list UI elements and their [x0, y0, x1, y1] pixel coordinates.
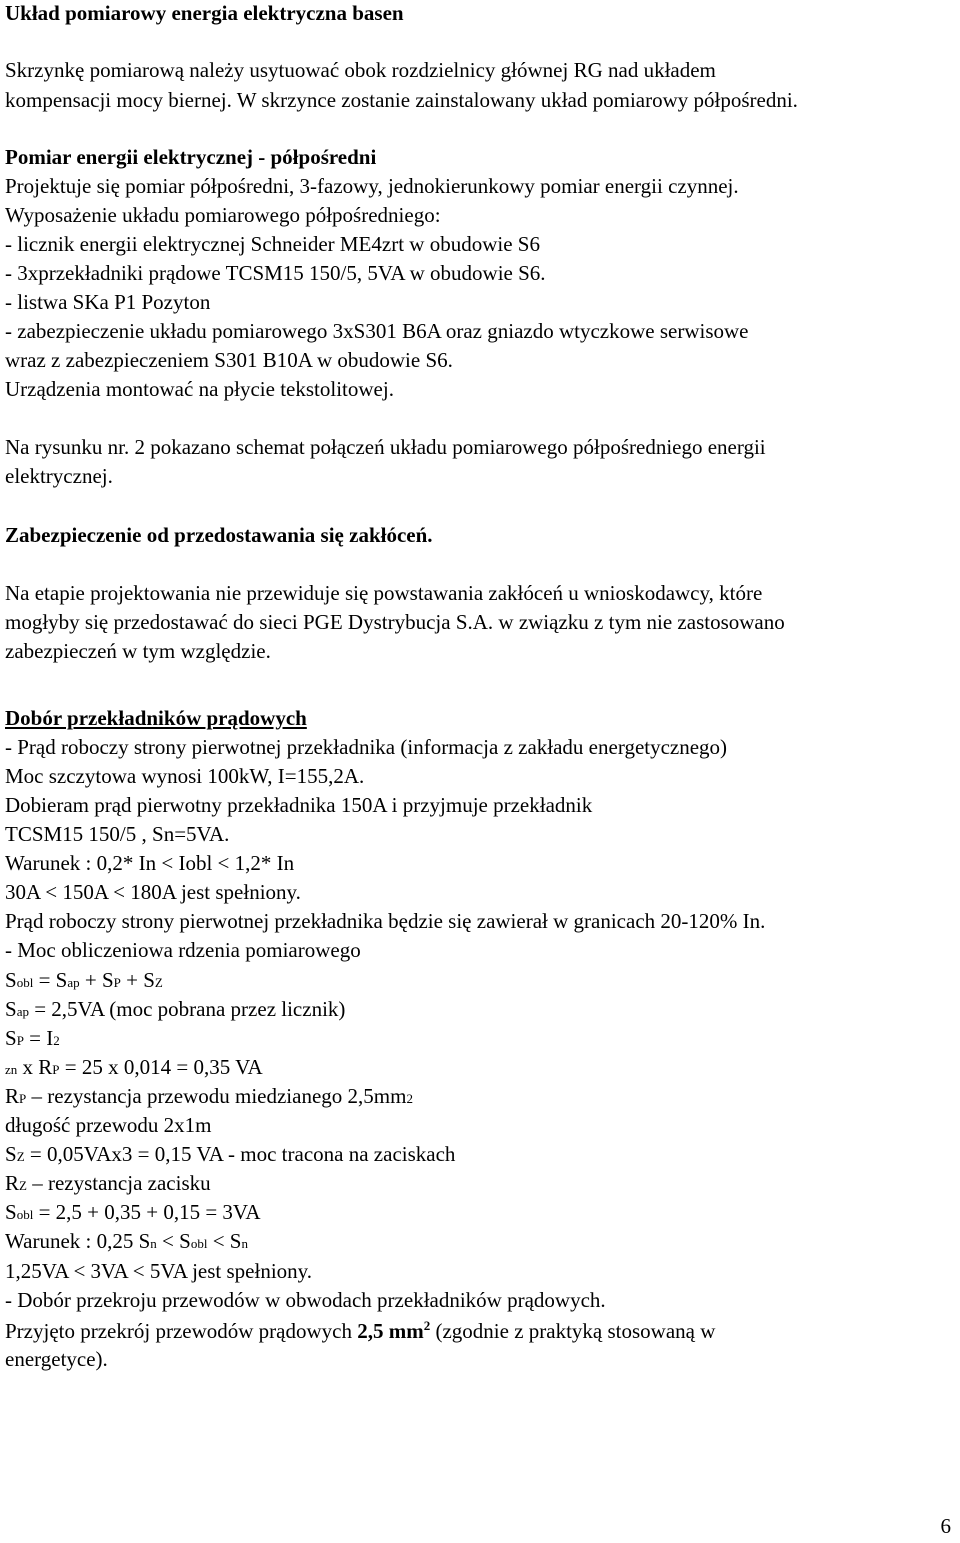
intro-line-1: Skrzynkę pomiarową należy usytuować obok rozdzielnicy głównej RG nad układem [5, 58, 716, 82]
figure-note-line-2: elektrycznej. [5, 464, 113, 488]
text-line: Na etapie projektowania nie przewiduje się powstawania zakłóceń u wnioskodawcy, które [5, 581, 763, 605]
section-heading-metering: Pomiar energii elektrycznej - półpośredni [5, 145, 377, 169]
formula-line: Warunek : 0,25 Sn < Sobl < Sn [5, 1229, 248, 1253]
text-line: Warunek : 0,2* In < Iobl < 1,2* In [5, 851, 295, 875]
list-item: - licznik energii elektrycznej Schneider ME4zrt w obudowie S6 [5, 232, 540, 256]
text-line: zabezpieczeń w tym względzie. [5, 639, 271, 663]
text-line: Moc szczytowa wynosi 100kW, I=155,2A. [5, 764, 365, 788]
list-item: - 3xprzekładniki prądowe TCSM15 150/5, 5VA w obudowie S6. [5, 261, 546, 285]
figure-note-line-1: Na rysunku nr. 2 pokazano schemat połączeń układu pomiarowego półpośredniego energii [5, 435, 766, 459]
page-number: 6 [940, 1514, 951, 1538]
formula-line: Sap = 2,5VA (moc pobrana przez licznik) [5, 997, 346, 1021]
text-line: TCSM15 150/5 , Sn=5VA. [5, 822, 230, 846]
formula-line: RP – rezystancja przewodu miedzianego 2,5mm2 [5, 1084, 413, 1108]
page-title: Układ pomiarowy energia elektryczna basen [5, 1, 404, 25]
text-line: 30A < 150A < 180A jest spełniony. [5, 880, 301, 904]
list-item: - zabezpieczenie układu pomiarowego 3xS301 B6A oraz gniazdo wtyczkowe serwisowe [5, 319, 749, 343]
text-line: wraz z zabezpieczeniem S301 B10A w obudowie S6. [5, 348, 453, 372]
intro-line-2: kompensacji mocy biernej. W skrzynce zostanie zainstalowany układ pomiarowy półpośredni. [5, 88, 798, 112]
text-line: - Prąd roboczy strony pierwotnej przekładnika (informacja z zakładu energetycznego) [5, 735, 728, 759]
formula-line: 1,25VA < 3VA < 5VA jest spełniony. [5, 1259, 313, 1283]
text-line: Projektuje się pomiar półpośredni, 3-fazowy, jednokierunkowy pomiar energii czynnej. [5, 174, 739, 198]
text-line: energetyce). [5, 1347, 108, 1371]
text-line: Przyjęto przekrój przewodów prądowych 2,5 $mm^2$ (zgodnie z praktyką stosowaną w [5, 1318, 716, 1343]
formula-line: SZ = 0,05VAx3 = 0,15 VA - moc tracona na zaciskach [5, 1142, 456, 1166]
formula-line: SP = I2 [5, 1026, 60, 1050]
text-line: Prąd roboczy strony pierwotnej przekładnika będzie się zawierał w granicach 20-120% In. [5, 909, 766, 933]
section-heading-interference: Zabezpieczenie od przedostawania się zakłóceń. [5, 523, 433, 547]
text-line: - Dobór przekroju przewodów w obwodach przekładników prądowych. [5, 1288, 606, 1312]
text-line: Wyposażenie układu pomiarowego półpośredniego: [5, 203, 441, 227]
text-line: - Moc obliczeniowa rdzenia pomiarowego [5, 938, 361, 962]
text-line: Urządzenia montować na płycie tekstolitowej. [5, 377, 394, 401]
section-heading-transformers: Dobór przekładników prądowych [5, 706, 307, 730]
text-line: mogłyby się przedostawać do sieci PGE Dystrybucja S.A. w związku z tym nie zastosowano [5, 610, 785, 634]
formula-line: Sobl = 2,5 + 0,35 + 0,15 = 3VA [5, 1200, 261, 1224]
text-line: Dobieram prąd pierwotny przekładnika 150A i przyjmuje przekładnik [5, 793, 593, 817]
list-item: - listwa SKa P1 Pozyton [5, 290, 211, 314]
formula-line: Sobl = Sap + SP + SZ [5, 968, 163, 992]
formula-line: długość przewodu 2x1m [5, 1113, 212, 1137]
formula-line: zn x RP = 25 x 0,014 = 0,35 VA [5, 1055, 263, 1079]
formula-line: RZ – rezystancja zacisku [5, 1171, 211, 1195]
